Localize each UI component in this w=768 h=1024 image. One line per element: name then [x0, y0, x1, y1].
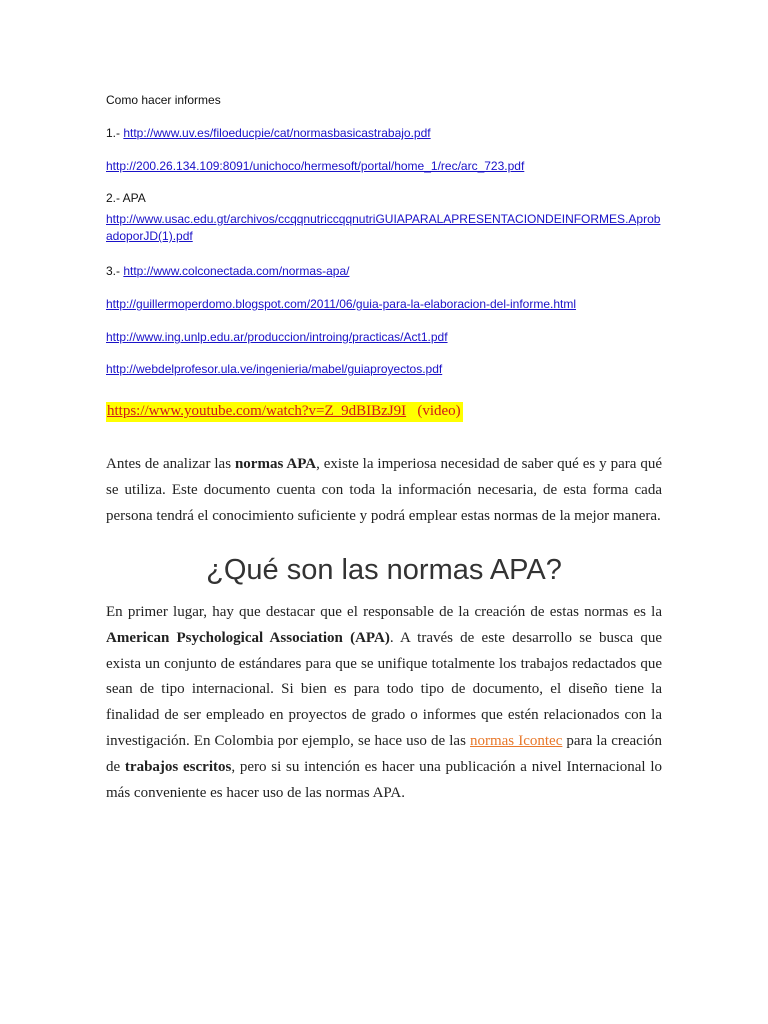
video-note: (video) — [417, 403, 461, 419]
link-ula[interactable]: http://webdelprofesor.ula.ve/ingenieria/mabel/guiaproyectos.pdf — [106, 362, 443, 376]
link-usac[interactable]: http://www.usac.edu.gt/archivos/ccqqnutriccqqnutriGUIAPARALAPRESENTACIONDEINFORMES.AprobadoporJD(1).pdf — [106, 212, 661, 243]
intro-paragraph: Antes de analizar las normas APA, existe la imperiosa necesidad de saber qué es y para qué se utiliza. Este documento cuenta con toda la información necesaria, de esta forma cada persona tendrá el conocimiento suficiente y podrá emplear estas normas de la mejor manera. — [106, 456, 662, 524]
body-paragraph: En primer lugar, hay que destacar que el responsable de la creación de estas normas es la American Psychological Association (APA). A través de este desarrollo se busca que exista un conjunto de estándares para que se unifique totalmente los trabajos redactados que sean de tipo internacional. Si bien es para todo tipo de documento, el diseño tiene la finalidad de ser empleado en proyectos de grado o informes que estén relacionados con la investigación. En Colombia por ejemplo, se hace uso de las normas Icontec para la creación de trabajos escritos, pero si su intención es hacer una publicación a nivel Internacional lo más conveniente es hacer uso de las normas APA. — [106, 604, 663, 801]
link-normas-icontec[interactable]: normas Icontec — [469, 732, 563, 749]
youtube-line — [106, 402, 463, 422]
list-item-4 — [106, 264, 349, 278]
link-colconectada[interactable]: http://www.colconectada.com/normas-apa/ — [123, 264, 350, 278]
list-item-5 — [106, 297, 576, 311]
link-uv[interactable]: http://www.uv.es/filoeducpie/cat/normasbasicastrabajo.pdf — [123, 126, 431, 140]
bold-normas-apa: normas APA — [234, 456, 317, 472]
bold-trabajos-escritos: trabajos escritos — [124, 758, 232, 775]
list-item-2 — [106, 159, 524, 173]
link-unichoco[interactable]: http://200.26.134.109:8091/unichoco/hermesoft/portal/home_1/rec/arc_723.pdf — [106, 159, 525, 173]
list-item-3-label: 2.- APA — [106, 191, 146, 205]
list-item-1 — [106, 126, 431, 140]
list-item-6 — [106, 330, 448, 344]
link-youtube[interactable]: https://www.youtube.com/watch?v=Z_9dBIBzJ9I — [107, 403, 407, 419]
list-item-3 — [106, 211, 666, 245]
item-prefix: 1.- — [106, 126, 124, 140]
bold-apa-association: American Psychological Association (APA) — [106, 629, 390, 646]
doc-title: Como hacer informes — [106, 93, 221, 107]
link-unlp[interactable]: http://www.ing.unlp.edu.ar/produccion/introing/practicas/Act1.pdf — [106, 330, 448, 344]
section-heading: ¿Qué son las normas APA? — [206, 554, 562, 586]
list-item-7 — [106, 362, 442, 376]
link-blogspot[interactable]: http://guillermoperdomo.blogspot.com/2011/06/guia-para-la-elaboracion-del-informe.html — [106, 297, 577, 311]
item-prefix: 3.- — [106, 264, 124, 278]
